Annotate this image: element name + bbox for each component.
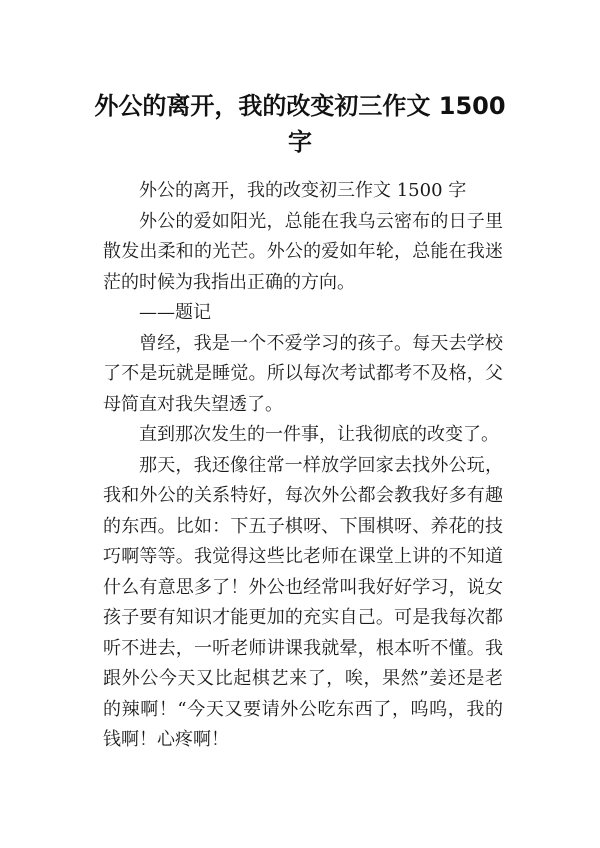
document-body [103, 176, 503, 756]
paragraph-epigraph: 外公的爱如阳光，总能在我乌云密布的日子里散发出柔和的光芒。外公的爱如年轮，总能在我迷茫的时候为我指出正确的方向。 [103, 210, 503, 293]
paragraph-epigraph-attribution: ——题记 [139, 302, 211, 323]
title-line-1: 外公的离开，我的改变初三作文 1500 [94, 92, 506, 121]
paragraph-body-1: 曾经，我是一个不爱学习的孩子。每天去学校了不是玩就是睡觉。所以每次考试都考不及格，父母简直对我失望透了。 [103, 332, 503, 415]
paragraph-body-2: 直到那次发生的一件事，让我彻底的改变了。 [139, 424, 499, 445]
title-line-2: 字 [288, 128, 312, 157]
document-title [0, 88, 600, 160]
paragraph-subtitle: 外公的离开，我的改变初三作文 1500 字 [139, 180, 467, 201]
paragraph-body-3: 那天，我还像往常一样放学回家去找外公玩，我和外公的关系特好，每次外公都会教我好多有趣的东西。比如：下五子棋呀、下围棋呀、养花的技巧啊等等。我觉得这些比老师在课堂上讲的不知道什么有意思多了！外公也经常叫我好好学习，说女孩子要有知识才能更加的充实自己。可是我每次都听不进去，一听老师讲课我就晕，根本听不懂。我跟外公今天又比起棋艺来了，唉，果然”姜还是老的辣啊！“今天又要请外公吃东西了，呜呜，我的钱啊！心疼啊！ [103, 454, 503, 750]
